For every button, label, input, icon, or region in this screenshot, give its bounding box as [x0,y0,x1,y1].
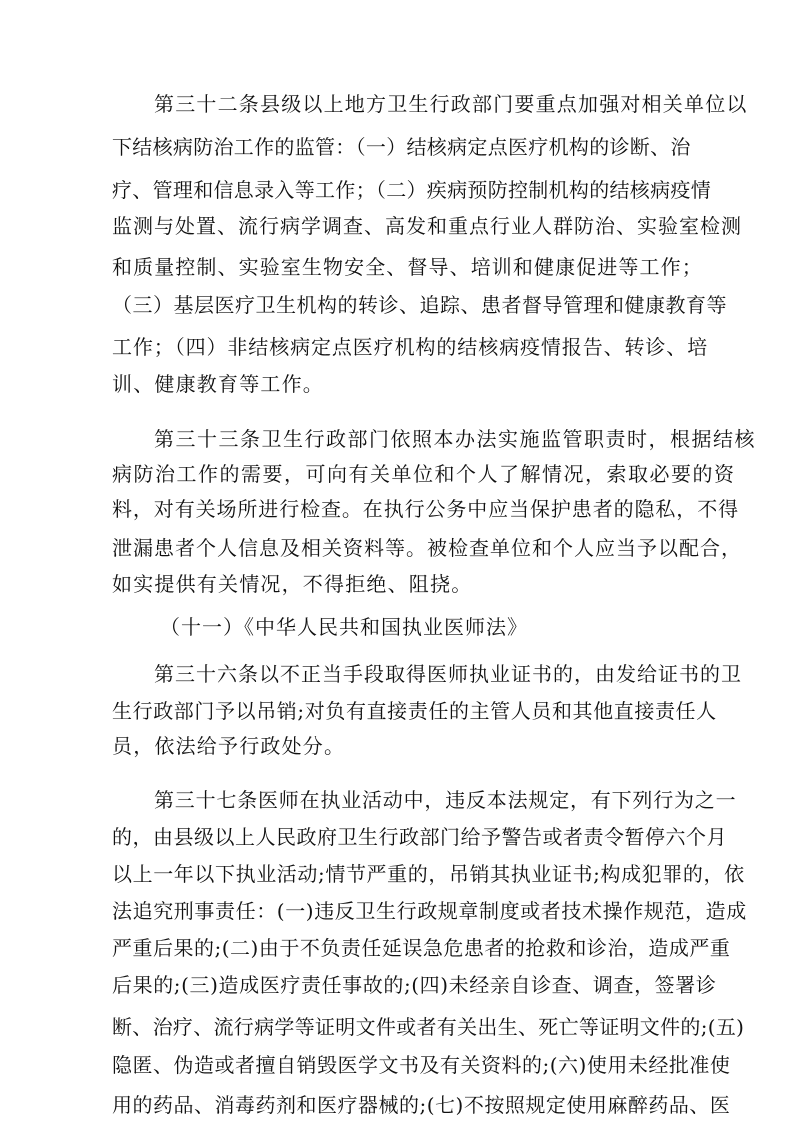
text-line: 第三十二条县级以上地方卫生行政部门要重点加强对相关单位以 [154,92,748,116]
text-line: （三）基层医疗卫生机构的转诊、追踪、患者督导管理和健康教育等 [112,293,727,317]
text-line: 料，对有关场所进行检查。在执行公务中应当保护患者的隐私，不得 [112,497,739,521]
section-heading: （十一）《中华人民共和国执业医师法》 [160,615,528,639]
text-line: 和质量控制、实验室生物安全、督导、培训和健康促进等工作； [112,255,703,279]
text-line: 监测与处置、流行病学调查、高发和重点行业人群防治、实验室检测 [112,214,742,238]
text-line: 员，依法给予行政处分。 [112,734,346,758]
text-line: 第三十六条以不正当手段取得医师执业证书的，由发给证书的卫 [154,662,742,686]
text-line: 隐匿、伪造或者擅自销毁医学文书及有关资料的;(六)使用未经批准使 [112,1053,731,1077]
text-line: 法追究刑事责任：(一)违反卫生行政规章制度或者技术操作规范，造成 [112,899,747,923]
text-line: 训、健康教育等工作。 [112,372,324,396]
text-line: 疗、管理和信息录入等工作；（二）疾病预防控制机构的结核病疫情 [112,178,711,202]
text-line: 断、治疗、流行病学等证明文件或者有关出生、死亡等证明文件的;(五) [112,1015,745,1039]
text-line: 下结核病防治工作的监管：（一）结核病定点医疗机构的诊断、治 [112,135,691,159]
text-line: 生行政部门予以吊销;对负有直接责任的主管人员和其他直接责任人 [112,699,717,723]
text-line: 泄漏患者个人信息及相关资料等。被检查单位和个人应当予以配合， [112,536,742,560]
text-line: 的，由县级以上人民政府卫生行政部门给予警告或者责令暂停六个月 [112,825,727,849]
text-line: 如实提供有关情况，不得拒绝、阻挠。 [112,572,473,596]
text-line: 后果的;(三)造成医疗责任事故的;(四)未经亲自诊查、调查，签署诊 [112,973,717,997]
text-line: 严重后果的;(二)由于不负责任延误急危患者的抢救和诊治，造成严重 [112,936,731,960]
text-line: 第三十七条医师在执业活动中，违反本法规定，有下列行为之一 [154,788,737,812]
text-line: 以上一年以下执业活动;情节严重的，吊销其执业证书;构成犯罪的，依 [112,862,745,886]
text-line: 用的药品、消毒药剂和医疗器械的;(七)不按照规定使用麻醉药品、医 [112,1093,731,1117]
text-line: 工作；（四）非结核病定点医疗机构的结核病疫情报告、转诊、培 [112,335,709,359]
text-line: 第三十三条卫生行政部门依照本办法实施监管职责时，根据结核 [154,427,756,451]
text-line: 病防治工作的需要，可向有关单位和个人了解情况，索取必要的资 [112,462,736,486]
